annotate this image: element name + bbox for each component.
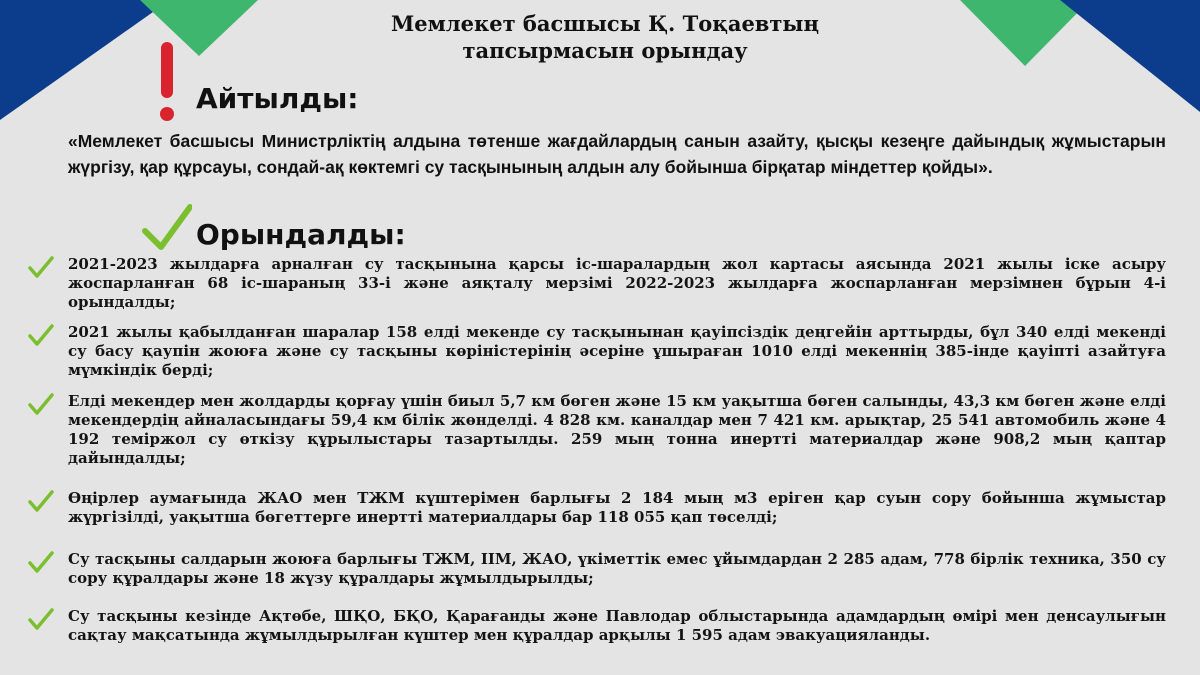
checkmark-icon xyxy=(28,550,54,574)
list-item-text: 2021-2023 жылдарға арналған су тасқынына қарсы іс-шаралардың жол картасы аясында 2021 жылы іске асыру жоспарланған 68 іс-шараның 33-і және аяқталу мерзімі 2022-2023 жылдарға жоспарланған мерзімнен бұрын 4-і орындалды; xyxy=(68,255,1166,311)
checkmark-icon xyxy=(28,255,54,279)
said-heading: Айтылды: xyxy=(196,82,359,115)
list-item xyxy=(68,550,1166,588)
list-item-text: Елді мекендер мен жолдарды қорғау үшін биыл 5,7 км бөген және 15 км уақытша бөген салынды, 43,3 км бөген және елді мекендердің айналасындағы 59,4 км білік жөнделді. 4 828 км. каналдар мен 7 421 км. арықтар, 25 541 автомобиль және 4 192 теміржол су өткізу құрылыстары тазартылды. 259 мың тонна инертті материалдар және 908,2 мың қаптар дайындалды; xyxy=(68,392,1166,467)
said-quote: «Мемлекет басшысы Министрліктің алдына төтенше жағдайлардың санын азайту, қысқы кезеңге дайындық жұмыстарын жүргізу, қар құрсауы, сондай-ақ көктемгі су тасқынының алдын алу бойынша бірқатар міндеттер қойды». xyxy=(68,131,1166,177)
list-item-text: 2021 жылы қабылданған шаралар 158 елді мекенде су тасқынынан қауіпсіздік деңгейін арттырды, бұл 340 елді мекенді су басу қаупін жоюға және су тасқыны көріністерінің әсеріне ұшыраған 1010 елді мекеннің 385-інде қауіпті азайтуға мүмкіндік берді; xyxy=(68,323,1166,379)
list-item xyxy=(68,607,1166,645)
list-item-text: Өңірлер аумағында ЖАО мен ТЖМ күштерімен барлығы 2 184 мың м3 еріген қар суын сору бойынша жұмыстар жүргізілді, уақытша бөгеттерге инертті материалдары бар 118 055 қап төселді; xyxy=(68,489,1166,526)
list-item xyxy=(68,255,1166,312)
list-item xyxy=(68,392,1166,468)
list-item-text: Су тасқыны салдарын жоюға барлығы ТЖМ, ІІМ, ЖАО, үкіметтік емес ұйымдардан 2 285 адам, 778 бірлік техника, 350 су сору құралдары және 18 жүзу құралдары жұмылдырылды; xyxy=(68,550,1166,587)
title-line-1: Мемлекет басшысы Қ. Тоқаевтың xyxy=(391,11,819,36)
list-item xyxy=(68,489,1166,527)
checkmark-icon xyxy=(28,607,54,631)
done-heading: Орындалды: xyxy=(196,218,406,251)
checkmark-icon xyxy=(28,489,54,513)
list-item-text: Су тасқыны кезінде Ақтөбе, ШҚО, БҚО, Қарағанды және Павлодар облыстарында адамдардың өмірі мен денсаулығын сақтау мақсатында жұмылдырылған күштер мен құралдар арқылы 1 595 адам эвакуацияланды. xyxy=(68,607,1166,644)
list-item xyxy=(68,323,1166,380)
title-line-2: тапсырмасын орындау xyxy=(462,38,748,63)
checkmark-icon xyxy=(28,323,54,347)
checkmark-icon xyxy=(28,392,54,416)
